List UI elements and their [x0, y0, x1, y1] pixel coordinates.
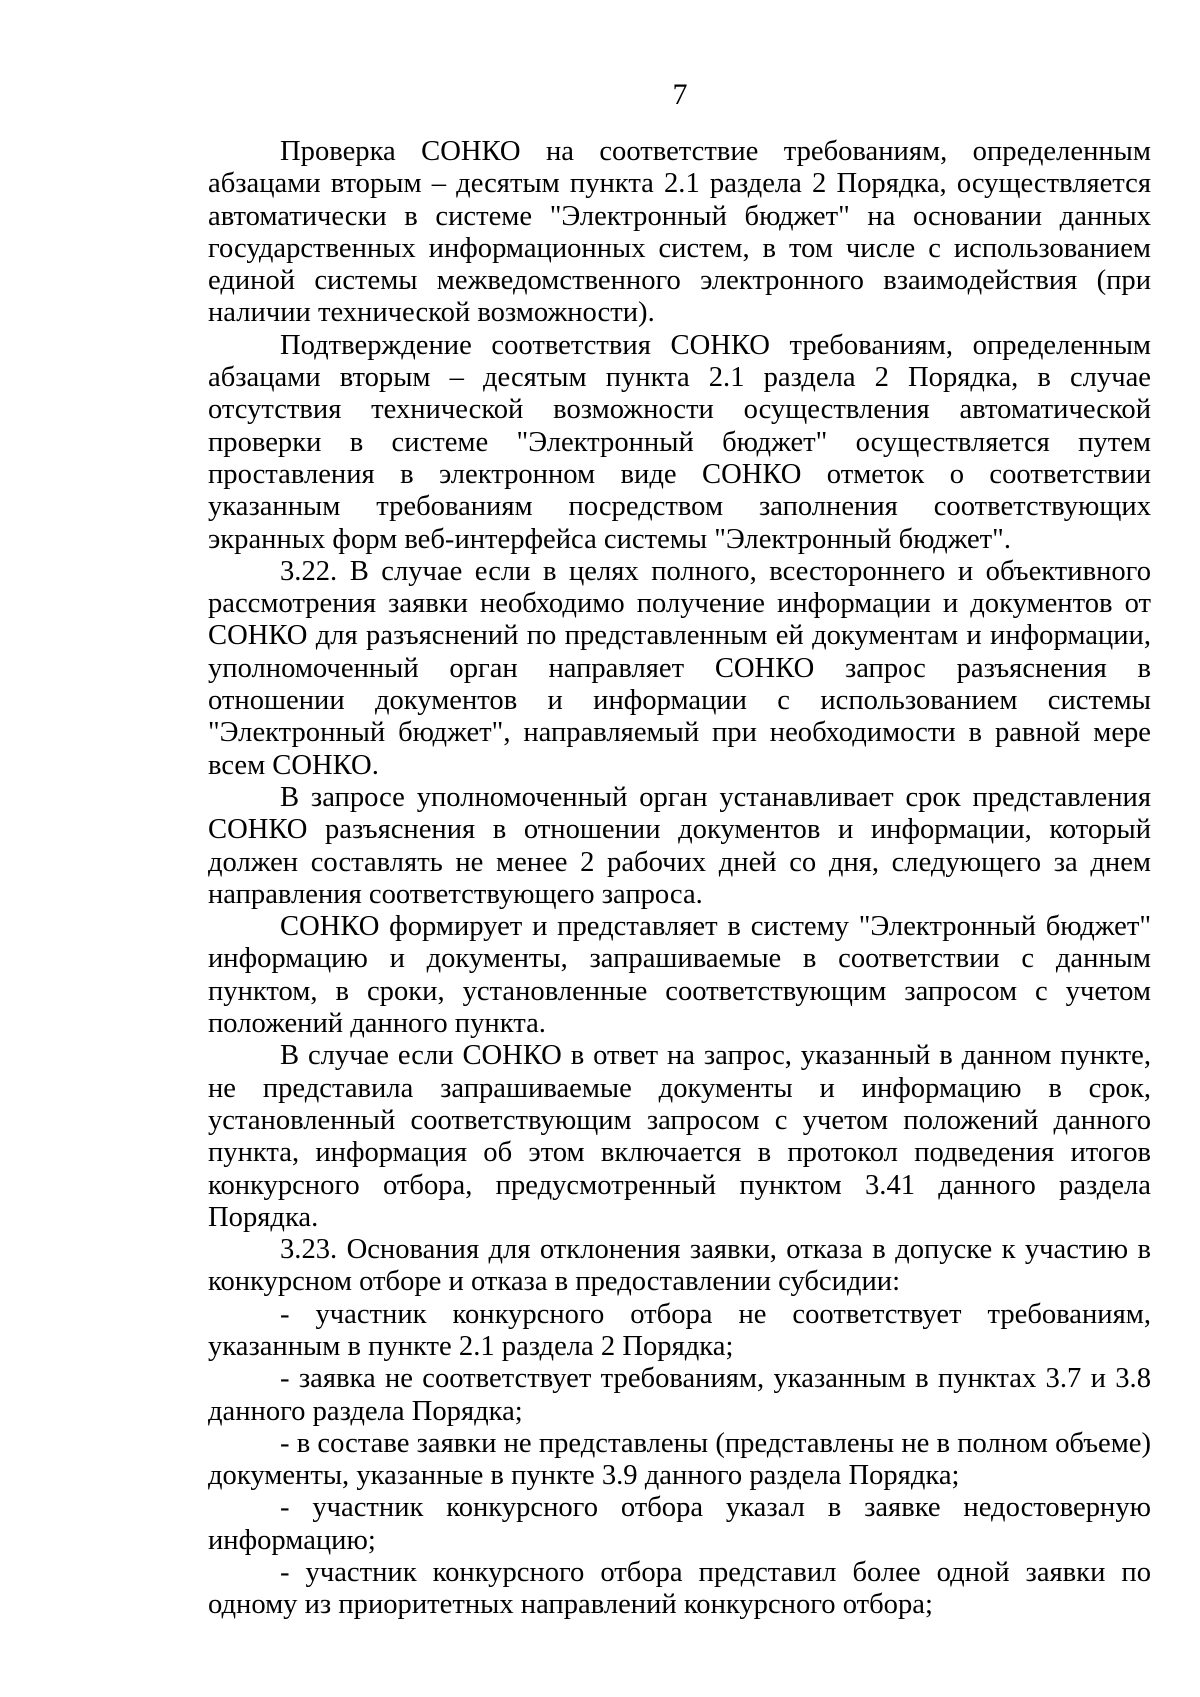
document-body: [208, 136, 1151, 1622]
list-item-requirements: - участник конкурсного отбора не соответствует требованиям, указанным в пункте 2.1 раздела 2 Порядка;: [208, 1298, 1151, 1362]
paragraph-no-response: В случае если СОНКО в ответ на запрос, указанный в данном пункте, не представила запрашиваемые документы и информацию в срок, установленный соответствующим запросом с учетом положений данного пункта, информация об этом включается в протокол подведения итогов конкурсного отбора, предусмотренный пунктом 3.41 данного раздела Порядка.: [208, 1040, 1151, 1233]
paragraph-3-23: 3.23. Основания для отклонения заявки, отказа в допуске к участию в конкурсном отборе и отказа в предоставлении субсидии:: [208, 1234, 1151, 1298]
page-number: 7: [672, 78, 688, 111]
paragraph-sonko-check: Проверка СОНКО на соответствие требованиям, определенным абзацами вторым – десятым пункта 2.1 раздела 2 Порядка, осуществляется автоматически в системе "Электронный бюджет" на основании данных государственных информационных систем, в том числе с использованием единой системы межведомственного электронного взаимодействия (при наличии технической возможности).: [208, 136, 1151, 329]
paragraph-sonko-submits: СОНКО формирует и представляет в систему "Электронный бюджет" информацию и документы, запрашиваемые в соответствии с данным пунктом, в сроки, установленные соответствующим запросом с учетом положений данного пункта.: [208, 911, 1151, 1040]
paragraph-request-deadline: В запросе уполномоченный орган устанавливает срок представления СОНКО разъяснения в отношении документов и информации, который должен составлять не менее 2 рабочих дней со дня, следующего за днем направления соответствующего запроса.: [208, 781, 1151, 910]
paragraph-3-22: 3.22. В случае если в целях полного, всестороннего и объективного рассмотрения заявки необходимо получение информации и документов от СОНКО для разъяснений по представленным ей документам и информации, уполномоченный орган направляет СОНКО запрос разъяснения в отношении документов и информации с использованием системы "Электронный бюджет", направляемый при необходимости в равной мере всем СОНКО.: [208, 555, 1151, 781]
list-item-application-requirements: - заявка не соответствует требованиям, указанным в пунктах 3.7 и 3.8 данного раздела Порядка;: [208, 1363, 1151, 1427]
paragraph-confirmation: Подтверждение соответствия СОНКО требованиям, определенным абзацами вторым – десятым пункта 2.1 раздела 2 Порядка, в случае отсутствия технической возможности осуществления автоматической проверки в системе "Электронный бюджет" осуществляется путем проставления в электронном виде СОНКО отметок о соответствии указанным требованиям посредством заполнения соответствующих экранных форм веб-интерфейса системы "Электронный бюджет".: [208, 329, 1151, 555]
list-item-false-information: - участник конкурсного отбора указал в заявке недостоверную информацию;: [208, 1492, 1151, 1556]
list-item-missing-documents: - в составе заявки не представлены (представлены не в полном объеме) документы, указанные в пункте 3.9 данного раздела Порядка;: [208, 1427, 1151, 1492]
list-item-multiple-applications: - участник конкурсного отбора представил более одной заявки по одному из приоритетных направлений конкурсного отбора;: [208, 1557, 1151, 1621]
